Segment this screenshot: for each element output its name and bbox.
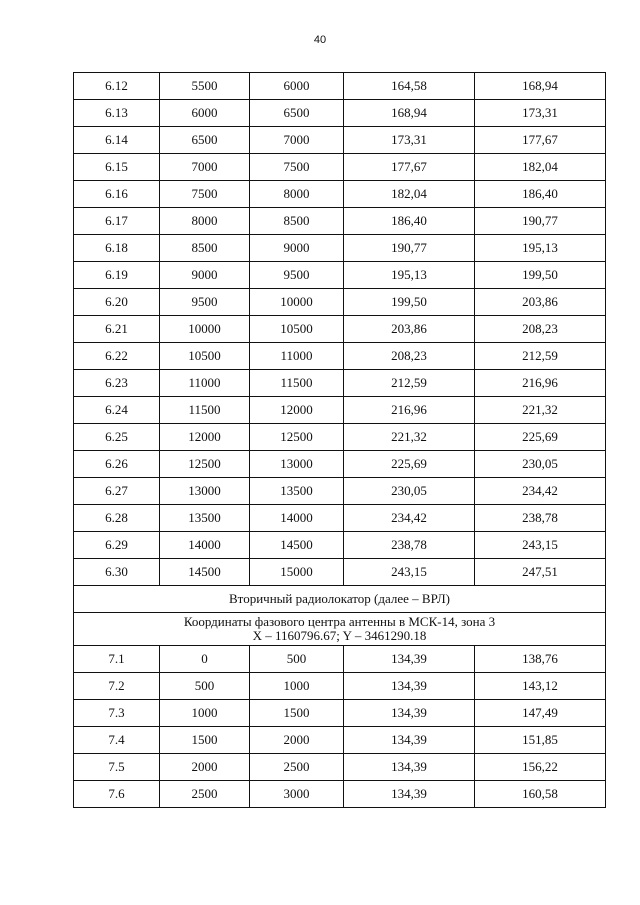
table-cell: 190,77 — [344, 235, 475, 262]
table-cell: 7.3 — [74, 700, 160, 727]
table-cell: 6.25 — [74, 424, 160, 451]
table-cell: 182,04 — [475, 154, 606, 181]
table-row — [74, 424, 606, 451]
table-cell: 151,85 — [475, 727, 606, 754]
data-table — [73, 72, 606, 808]
table-row — [74, 370, 606, 397]
table-cell: 11000 — [160, 370, 250, 397]
table-row — [74, 343, 606, 370]
table-row — [74, 397, 606, 424]
table-cell: 168,94 — [475, 73, 606, 100]
table-cell: 134,39 — [344, 673, 475, 700]
table-row — [74, 646, 606, 673]
table-cell: 199,50 — [344, 289, 475, 316]
table-row — [74, 559, 606, 586]
table-cell: 134,39 — [344, 781, 475, 808]
table-cell: 9000 — [250, 235, 344, 262]
table-cell: 13000 — [250, 451, 344, 478]
table-cell: 12500 — [160, 451, 250, 478]
table-cell: 3000 — [250, 781, 344, 808]
table-body-header-vrl — [74, 586, 606, 646]
table-cell: 10000 — [160, 316, 250, 343]
table-cell: 199,50 — [475, 262, 606, 289]
table-row — [74, 154, 606, 181]
table-cell: 500 — [250, 646, 344, 673]
table-cell: 247,51 — [475, 559, 606, 586]
table-cell: 225,69 — [344, 451, 475, 478]
table-cell: 10500 — [160, 343, 250, 370]
table-cell: 230,05 — [344, 478, 475, 505]
table-cell: 230,05 — [475, 451, 606, 478]
table-cell: 147,49 — [475, 700, 606, 727]
table-cell: 12500 — [250, 424, 344, 451]
table-cell: 6.22 — [74, 343, 160, 370]
table-cell: 0 — [160, 646, 250, 673]
table-cell: 500 — [160, 673, 250, 700]
table-cell: 182,04 — [344, 181, 475, 208]
coords-line-1: Координаты фазового центра антенны в МСК-14, зона 3 — [183, 614, 496, 629]
table-cell: 212,59 — [475, 343, 606, 370]
table-cell: 7.5 — [74, 754, 160, 781]
table-cell: 195,13 — [344, 262, 475, 289]
table-row — [74, 181, 606, 208]
table-cell: 6000 — [250, 73, 344, 100]
table-row — [74, 532, 606, 559]
table-row — [74, 673, 606, 700]
table-cell: 168,94 — [344, 100, 475, 127]
table-cell: 134,39 — [344, 646, 475, 673]
table-cell: 160,58 — [475, 781, 606, 808]
section-title-row — [74, 586, 606, 613]
table-row — [74, 208, 606, 235]
table-cell: 7.6 — [74, 781, 160, 808]
table-row — [74, 289, 606, 316]
table-cell: 2500 — [160, 781, 250, 808]
table-cell: 177,67 — [475, 127, 606, 154]
coords-row — [74, 613, 606, 646]
table-cell: 11000 — [250, 343, 344, 370]
table-row — [74, 262, 606, 289]
table-cell: 234,42 — [344, 505, 475, 532]
table-cell: 9500 — [250, 262, 344, 289]
table-cell: 7500 — [160, 181, 250, 208]
table-cell: 9500 — [160, 289, 250, 316]
table-cell: 6.27 — [74, 478, 160, 505]
table-cell: 134,39 — [344, 700, 475, 727]
table-cell: 6500 — [160, 127, 250, 154]
table-cell: 173,31 — [344, 127, 475, 154]
table-cell: 14000 — [250, 505, 344, 532]
table-cell: 203,86 — [344, 316, 475, 343]
table-cell: 243,15 — [344, 559, 475, 586]
table-cell: 177,67 — [344, 154, 475, 181]
table-cell: 2000 — [160, 754, 250, 781]
table-row — [74, 478, 606, 505]
table-cell: 6.24 — [74, 397, 160, 424]
table-cell: 190,77 — [475, 208, 606, 235]
table-cell: 1000 — [250, 673, 344, 700]
table-cell: 1500 — [250, 700, 344, 727]
table-cell: 6500 — [250, 100, 344, 127]
table-cell: 6.29 — [74, 532, 160, 559]
table-cell: 195,13 — [475, 235, 606, 262]
table-cell: 216,96 — [344, 397, 475, 424]
table-cell: 12000 — [160, 424, 250, 451]
table-cell: 5500 — [160, 73, 250, 100]
table-cell: 14000 — [160, 532, 250, 559]
table-cell: 1500 — [160, 727, 250, 754]
table-cell: 7.2 — [74, 673, 160, 700]
table-cell: 8000 — [250, 181, 344, 208]
table-cell: 143,12 — [475, 673, 606, 700]
table-cell: 234,42 — [475, 478, 606, 505]
coords-line-2: X – 1160796.67; Y – 3461290.18 — [252, 628, 427, 643]
table-cell: 208,23 — [475, 316, 606, 343]
table-cell: 9000 — [160, 262, 250, 289]
table-row — [74, 700, 606, 727]
table-row — [74, 73, 606, 100]
table-cell: 10000 — [250, 289, 344, 316]
table-row — [74, 451, 606, 478]
table-row — [74, 505, 606, 532]
table-cell: 2000 — [250, 727, 344, 754]
table-cell: 216,96 — [475, 370, 606, 397]
table-cell: 12000 — [250, 397, 344, 424]
table-cell: 203,86 — [475, 289, 606, 316]
table-cell: 8000 — [160, 208, 250, 235]
table-cell: 6.15 — [74, 154, 160, 181]
table-row — [74, 316, 606, 343]
table-cell: 6000 — [160, 100, 250, 127]
table-row — [74, 727, 606, 754]
table-cell: 7.1 — [74, 646, 160, 673]
table-cell: 138,76 — [475, 646, 606, 673]
table-cell: 7000 — [160, 154, 250, 181]
table-cell: 6.20 — [74, 289, 160, 316]
table-cell: 11500 — [160, 397, 250, 424]
table-row — [74, 781, 606, 808]
section-title: Вторичный радиолокатор (далее – ВРЛ) — [74, 586, 606, 613]
table-cell: 212,59 — [344, 370, 475, 397]
table-row — [74, 235, 606, 262]
table-cell: 164,58 — [344, 73, 475, 100]
table-cell: 6.18 — [74, 235, 160, 262]
table-cell: 186,40 — [344, 208, 475, 235]
table-cell: 14500 — [250, 532, 344, 559]
table-row — [74, 127, 606, 154]
table-row — [74, 100, 606, 127]
table-cell: 7.4 — [74, 727, 160, 754]
table-cell: 186,40 — [475, 181, 606, 208]
table-cell: 14500 — [160, 559, 250, 586]
table-cell: 243,15 — [475, 532, 606, 559]
table-cell: 238,78 — [344, 532, 475, 559]
table-cell: 238,78 — [475, 505, 606, 532]
table-cell: 8500 — [250, 208, 344, 235]
table-cell: 8500 — [160, 235, 250, 262]
table-row — [74, 754, 606, 781]
table-cell: 13500 — [250, 478, 344, 505]
table-cell: 221,32 — [344, 424, 475, 451]
table-cell: 15000 — [250, 559, 344, 586]
table-cell: 6.17 — [74, 208, 160, 235]
table-cell: 6.23 — [74, 370, 160, 397]
table-cell: 6.13 — [74, 100, 160, 127]
table-cell: 11500 — [250, 370, 344, 397]
table-cell: 221,32 — [475, 397, 606, 424]
table-cell: 225,69 — [475, 424, 606, 451]
table-cell: 6.19 — [74, 262, 160, 289]
table-cell: 6.26 — [74, 451, 160, 478]
table-cell: 7000 — [250, 127, 344, 154]
table-cell: 2500 — [250, 754, 344, 781]
table-cell: 208,23 — [344, 343, 475, 370]
antenna-coordinates — [74, 613, 606, 646]
page-number: 40 — [313, 34, 327, 46]
table-cell: 6.28 — [74, 505, 160, 532]
table-cell: 6.21 — [74, 316, 160, 343]
table-cell: 134,39 — [344, 754, 475, 781]
table-cell: 1000 — [160, 700, 250, 727]
table-cell: 156,22 — [475, 754, 606, 781]
table-cell: 6.14 — [74, 127, 160, 154]
table-cell: 6.12 — [74, 73, 160, 100]
table-cell: 10500 — [250, 316, 344, 343]
table-cell: 6.30 — [74, 559, 160, 586]
table-cell: 13500 — [160, 505, 250, 532]
table-cell: 13000 — [160, 478, 250, 505]
table-body-section-6 — [74, 73, 606, 586]
table-cell: 7500 — [250, 154, 344, 181]
table-cell: 6.16 — [74, 181, 160, 208]
table-body-section-7 — [74, 646, 606, 808]
table-cell: 134,39 — [344, 727, 475, 754]
table-cell: 173,31 — [475, 100, 606, 127]
